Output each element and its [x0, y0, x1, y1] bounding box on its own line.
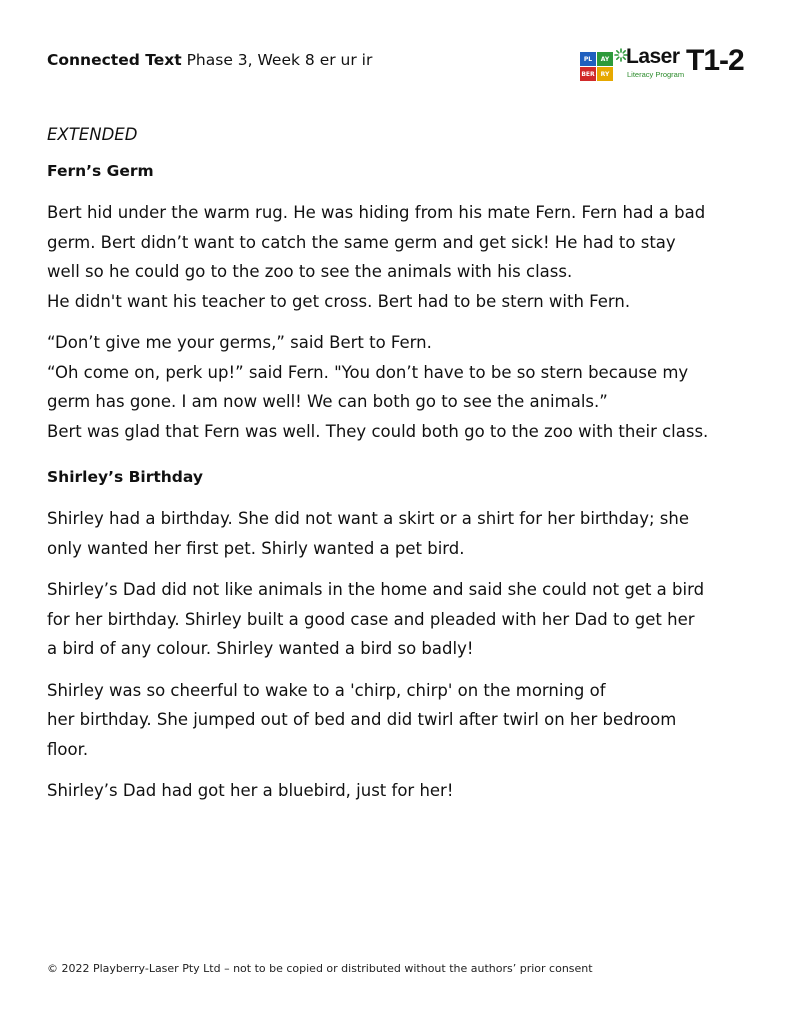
- story-title-ferns-germ: Fern’s Germ: [47, 162, 154, 180]
- logo-tile: AY: [597, 52, 613, 66]
- text-line: Shirley was so cheerful to wake to a 'chirp, chirp' on the morning of: [47, 680, 606, 700]
- text-line: Bert was glad that Fern was well. They could both go to the zoo with their class.: [47, 421, 709, 441]
- logo-level: T1-2: [686, 44, 744, 77]
- text-line: Bert hid under the warm rug. He was hiding from his mate Fern. Fern had a bad: [47, 203, 706, 222]
- paragraph: [47, 676, 757, 765]
- text-line: “Don’t give me your germs,” said Bert to Fern.: [47, 333, 432, 352]
- text-line: well so he could go to the zoo to see the animals with his class.: [47, 262, 573, 281]
- logo-subtitle: Literacy Program: [627, 70, 685, 79]
- text-line: a bird of any colour. Shirley wanted a bird so badly!: [47, 639, 474, 658]
- story-shirleys-birthday: [47, 504, 757, 806]
- logo-tile: RY: [597, 67, 613, 81]
- text-line: floor.: [47, 739, 89, 759]
- text-line: only wanted her first pet. Shirly wanted a pet bird.: [47, 538, 465, 558]
- paragraph: [47, 504, 757, 563]
- text-line: Shirley’s Dad had got her a bluebird, just for her!: [47, 781, 454, 800]
- header-subtitle: Phase 3, Week 8 er ur ir: [181, 51, 373, 69]
- header-bold-title: Connected Text: [47, 51, 182, 69]
- paragraph: [47, 776, 757, 806]
- document-body: [47, 124, 757, 818]
- story-title-shirleys-birthday: Shirley’s Birthday: [47, 468, 203, 486]
- text-line: her birthday. She jumped out of bed and did twirl after twirl on her bedroom: [47, 710, 677, 729]
- laser-logo: [580, 44, 745, 86]
- text-line: Shirley’s Dad did not like animals in the home and said she could not get a bird: [47, 580, 705, 599]
- logo-name: Laser: [626, 45, 680, 68]
- text-line: Shirley had a birthday. She did not want a skirt or a shirt for her birthday; she: [47, 509, 689, 528]
- paragraph: [47, 328, 757, 446]
- paragraph: [47, 198, 757, 316]
- level-label: EXTENDED: [47, 125, 138, 144]
- playberry-tiles-icon: [580, 52, 614, 82]
- story-ferns-germ: [47, 198, 757, 446]
- logo-tile: BER: [580, 67, 596, 81]
- text-line: for her birthday. Shirley built a good case and pleaded with her Dad to get her: [47, 609, 695, 629]
- copyright-footer: © 2022 Playberry-Laser Pty Ltd – not to be copied or distributed without the authors’ prior consent: [47, 962, 593, 975]
- page-header: [47, 51, 372, 69]
- paragraph: [47, 575, 757, 664]
- text-line: He didn't want his teacher to get cross. Bert had to be stern with Fern.: [47, 291, 631, 311]
- text-line: “Oh come on, perk up!” said Fern. "You don’t have to be so stern because my: [47, 362, 689, 382]
- text-line: germ. Bert didn’t want to catch the same germ and get sick! He had to stay: [47, 232, 676, 252]
- logo-tile: PL: [580, 52, 596, 66]
- text-line: germ has gone. I am now well! We can both go to see the animals.”: [47, 392, 608, 411]
